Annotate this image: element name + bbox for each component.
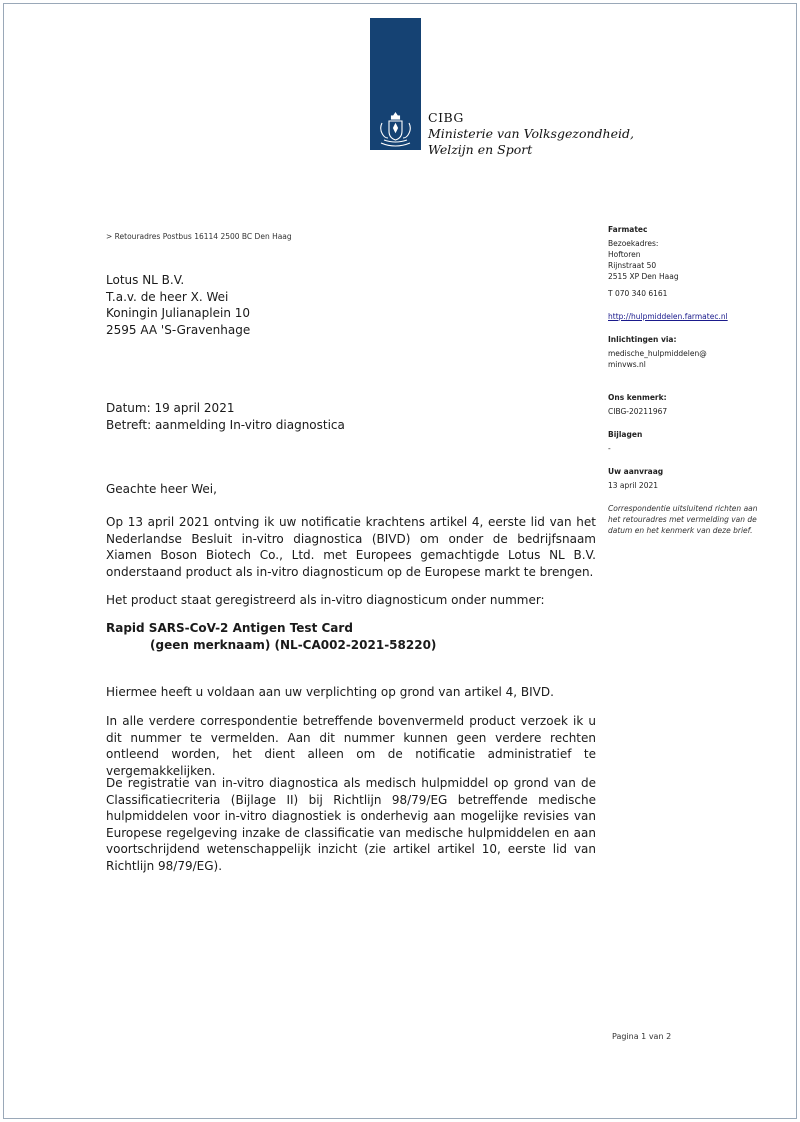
product-name: Rapid SARS-CoV-2 Antigen Test Card [106, 621, 353, 635]
attachments-heading: Bijlagen [608, 430, 643, 439]
letter-date: Datum: 19 april 2021 [106, 401, 235, 415]
attachments-value: - [608, 444, 611, 453]
recipient-address [106, 272, 250, 338]
visit-address-line: 2515 XP Den Haag [608, 272, 679, 281]
body-paragraph-5: De registratie van in-vitro diagnostica als medisch hulpmiddel op grond van de Classificatiecriteria (Bijlage II) bij Richtlijn 98/79/EG betreffende medische hulpmiddelen voor in-vitro diagnostiek is onderhevig aan mogelijke revisies van Europese regelgeving inzake de classificatie van medische hulpmiddelen en aan voortschrijdend wetenschappelijk inzicht (zie artikel artikel 10, eerste lid van Richtlijn 98/79/EG). [106, 776, 596, 873]
reference-heading: Ons kenmerk: [608, 393, 667, 402]
recipient-line: Lotus NL B.V. [106, 273, 185, 287]
info-email-line: minvws.nl [608, 360, 646, 369]
letter-subject: Betreft: aanmelding In-vitro diagnostica [106, 417, 345, 432]
request-heading: Uw aanvraag [608, 467, 664, 476]
salutation: Geachte heer Wei, [106, 482, 217, 496]
product-registration: (geen merknaam) (NL-CA002-2021-58220) [150, 637, 437, 652]
recipient-line: 2595 AA 'S-Gravenhage [106, 322, 251, 337]
visit-address-line: Rijnstraat 50 [608, 261, 657, 270]
visit-address-line: Hoftoren [608, 250, 641, 259]
correspondence-note: Correspondentie uitsluitend richten aan het retouradres met vermelding van de datum en het kenmerk van deze brief. [608, 504, 758, 535]
recipient-line: Koningin Julianaplein 10 [106, 306, 251, 320]
return-address: > Retouradres Postbus 16114 2500 BC Den Haag [106, 232, 292, 241]
reference-value: CIBG-20211967 [608, 407, 668, 416]
info-email-line: medische_hulpmiddelen@ [608, 349, 707, 358]
ministry-line-2: Welzijn en Sport [428, 142, 533, 157]
website-link[interactable]: http://hulpmiddelen.farmatec.nl [608, 312, 728, 321]
body-paragraph-2: Het product staat geregistreerd als in-vitro diagnosticum onder nummer: [106, 593, 545, 607]
sidebar-info [608, 224, 758, 548]
department-name: Farmatec [608, 225, 648, 234]
visit-address-label: Bezoekadres: [608, 239, 659, 248]
info-heading: Inlichtingen via: [608, 335, 677, 344]
coat-of-arms-logo [370, 18, 421, 150]
body-paragraph-3: Hiermee heeft u voldaan aan uw verplichting op grond van artikel 4, BIVD. [106, 685, 554, 699]
letter-meta [106, 400, 345, 433]
body-paragraph-1: Op 13 april 2021 ontving ik uw notificatie krachtens artikel 4, eerste lid van het Nederlandse Besluit in-vitro diagnostica (BIVD) om onder de bedrijfsnaam Xiamen Boson Biotech Co., Ltd. met Europees gemachtigde Lotus NL B.V. onderstaand product als in-vitro diagnosticum op de Europese markt te brengen. [106, 515, 596, 579]
ministry-line-1: Ministerie van Volksgezondheid, [428, 126, 634, 141]
org-name: CIBG [428, 110, 464, 125]
page-number: Pagina 1 van 2 [612, 1032, 672, 1041]
body-paragraph-4: In alle verdere correspondentie betreffende bovenvermeld product verzoek ik u dit nummer te vermelden. Aan dit nummer kunnen geen verdere rechten ontleend worden, het dient alleen om de notificatie administratief te vergemakkelijken. [106, 714, 596, 778]
coat-of-arms-icon [376, 110, 415, 150]
phone-number: T 070 340 6161 [608, 289, 668, 298]
product-block [106, 620, 436, 653]
letterhead-text [428, 110, 634, 158]
recipient-line: T.a.v. de heer X. Wei [106, 289, 229, 304]
request-value: 13 april 2021 [608, 481, 659, 490]
